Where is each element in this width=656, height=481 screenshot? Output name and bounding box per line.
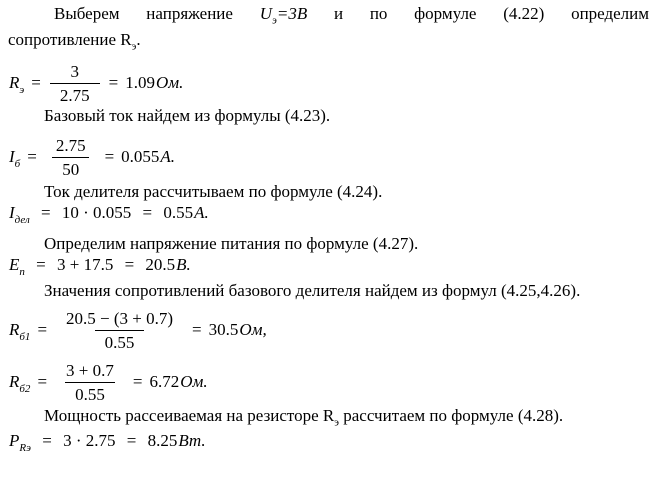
formula-var: R [9, 372, 20, 391]
formula-var-group [9, 429, 31, 453]
unit-label: Ом. [180, 372, 208, 391]
formula-var-group [9, 253, 25, 277]
paragraph-line-4: Ток делителя рассчитываем по формуле (4.24). [44, 182, 383, 201]
fraction [56, 361, 124, 404]
formula-var: R [9, 73, 20, 92]
formula-re [9, 60, 183, 106]
formula-subscript: б1 [19, 330, 31, 343]
equals-sign: = [104, 147, 115, 166]
text: сопротивление R [8, 30, 132, 49]
equals-sign: = [31, 73, 41, 92]
value: =3В [276, 4, 308, 23]
equals-sign: = [42, 431, 52, 450]
formula-var: E [9, 255, 20, 274]
denominator: 50 [52, 157, 89, 179]
formula-rb1 [9, 307, 267, 353]
formula-var: P [9, 431, 20, 450]
expression: 3 + 17.5 [56, 255, 114, 274]
equals-sign: = [124, 255, 135, 274]
word: и [333, 4, 344, 23]
result-value: 0.55 [163, 203, 194, 222]
numerator: 20.5 − (3 + 0.7) [66, 308, 174, 328]
formula-var: I [9, 203, 15, 222]
unit-label: А. [160, 147, 176, 166]
equals-sign: = [27, 147, 37, 166]
formula-subscript: э [19, 83, 25, 96]
subscript: э [131, 40, 137, 53]
unit-label: Ом, [239, 320, 267, 339]
formula-var-group [9, 147, 21, 170]
denominator: 0.55 [65, 382, 115, 404]
formula-var: R [9, 320, 20, 339]
paragraph-line-6: Значения сопротивлений базового делителя найдем из формул (4.25,4.26). [44, 281, 581, 300]
equals-sign: = [126, 431, 137, 450]
formula-subscript: дел [14, 213, 30, 226]
paragraph-line-2 [8, 29, 141, 53]
word: определим [571, 4, 650, 23]
formula-subscript: б [14, 157, 21, 170]
unit-label: А. [194, 203, 209, 222]
expression: 10 · 0.055 [61, 203, 132, 222]
formula-subscript: п [19, 265, 25, 278]
formula-var-group [9, 201, 30, 225]
numerator: 3 + 0.7 [66, 360, 114, 380]
formula-pre [9, 429, 206, 453]
equals-sign: = [36, 255, 46, 274]
formula-idel [9, 201, 209, 225]
paragraph-line-5: Определим напряжение питания по формуле (4.27). [44, 234, 419, 253]
equals-sign: = [37, 372, 48, 391]
paragraph-line-3: Базовый ток найдем из формулы (4.23). [44, 106, 331, 125]
formula-subscript: б2 [19, 382, 31, 395]
formula-var: I [9, 147, 15, 166]
formula-ib [9, 134, 175, 180]
word: напряжение [146, 4, 233, 23]
word: формуле [414, 4, 477, 23]
unit-label: Вт. [178, 431, 206, 450]
fraction [50, 62, 100, 105]
formula-var-group [9, 320, 31, 343]
result-value: 0.055 [121, 147, 160, 166]
equals-sign: = [37, 320, 48, 339]
formula-ref: (4.22) [503, 4, 545, 23]
denominator: 0.55 [95, 330, 145, 352]
text: рассчитаем по формуле (4.28). [339, 406, 564, 425]
formula-ep [9, 253, 191, 277]
result-value: 8.25 [147, 431, 178, 450]
formula-subscript: Rэ [19, 441, 31, 454]
subscript: э [334, 416, 339, 429]
equals-sign: = [41, 203, 51, 222]
equals-sign: = [142, 203, 153, 222]
subscript: э [271, 14, 277, 27]
text: . [136, 30, 141, 49]
numerator: 3 [70, 61, 79, 81]
paragraph-line-1 [8, 3, 650, 27]
unit-label: Ом. [155, 73, 184, 92]
result-value: 30.5 [208, 320, 239, 339]
fraction [56, 309, 183, 352]
equals-sign: = [108, 73, 119, 92]
word: по [369, 4, 388, 23]
expression: 3 · 2.75 [63, 431, 116, 450]
fraction [46, 136, 96, 179]
unit-label: В. [176, 255, 191, 274]
equals-sign: = [132, 372, 143, 391]
formula-var-group [9, 73, 25, 96]
text: Мощность рассеиваемая на резисторе R [44, 406, 335, 425]
voltage-term [259, 4, 308, 27]
denominator: 2.75 [50, 83, 100, 105]
result-value: 1.09 [125, 73, 155, 92]
formula-var-group [9, 372, 31, 395]
formula-rb2 [9, 359, 208, 405]
paragraph-line-7 [44, 405, 564, 429]
numerator: 2.75 [55, 135, 86, 155]
result-value: 20.5 [145, 255, 176, 274]
equals-sign: = [192, 320, 202, 339]
variable-u: U [259, 4, 272, 23]
result-value: 6.72 [149, 372, 180, 391]
word: Выберем [54, 4, 120, 23]
